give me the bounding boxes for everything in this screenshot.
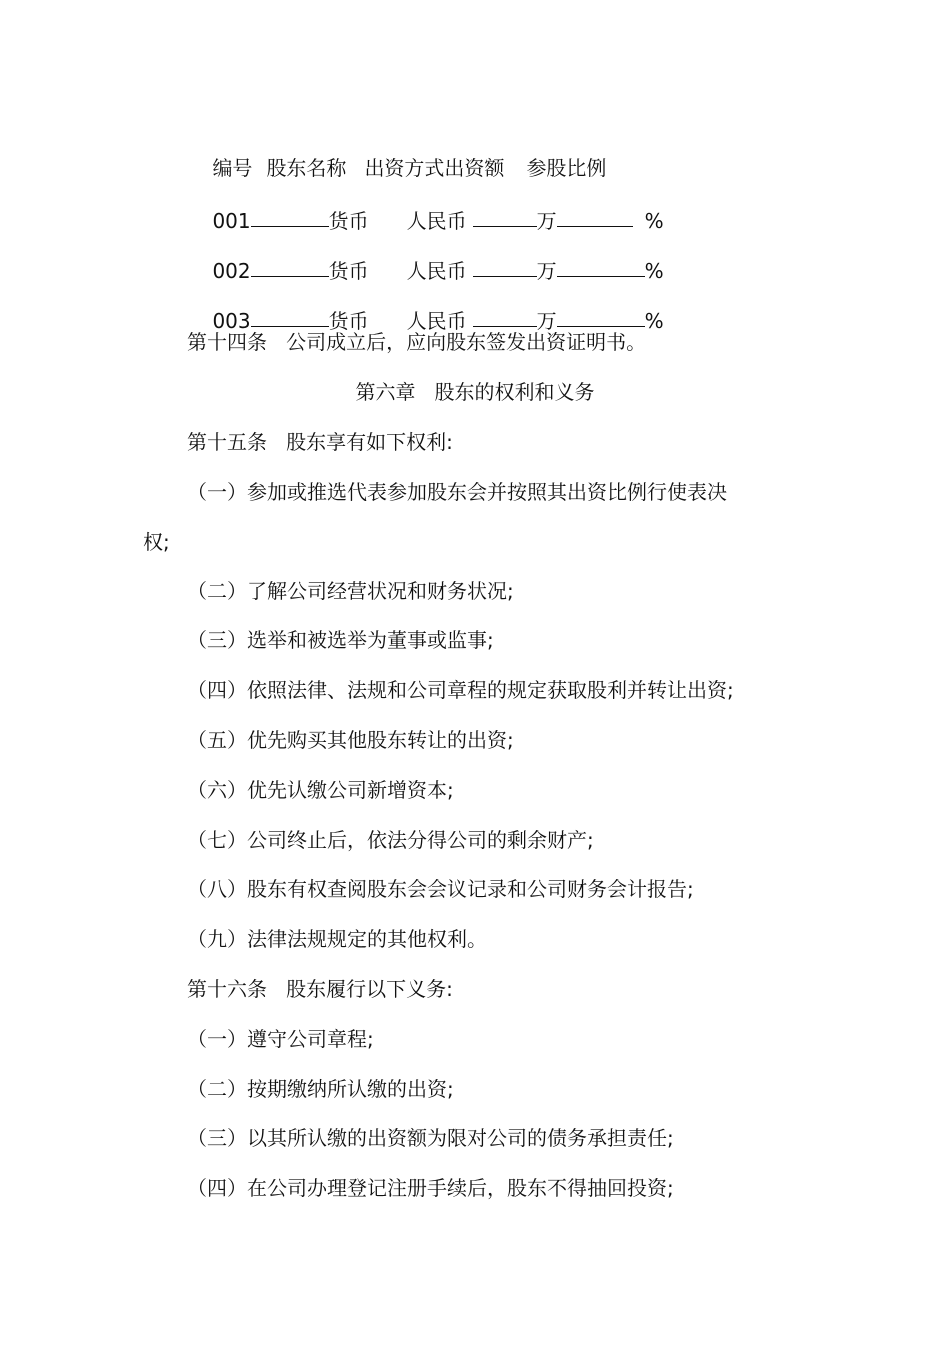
duty-item-1: （一）遵守公司章程;: [187, 1027, 374, 1051]
row-number: 001: [212, 209, 251, 233]
row-unit: 万: [536, 309, 557, 333]
header-shareholder-name: 股东名称: [266, 156, 347, 180]
duty-item-4: （四）在公司办理登记注册手续后，股东不得抽回投资;: [187, 1176, 674, 1200]
row-number: 002: [212, 259, 251, 283]
right-item-6: （六）优先认缴公司新增资本;: [187, 778, 454, 802]
right-item-9: （九）法律法规规定的其他权利。: [187, 927, 487, 951]
header-contribution: 出资方式出资额: [364, 156, 505, 180]
row-currency: 人民币: [406, 259, 467, 283]
row-method: 货币: [328, 259, 369, 283]
ratio-blank: [557, 206, 633, 227]
header-share-ratio: 参股比例: [526, 156, 607, 180]
article-15: 第十五条 股东享有如下权利:: [187, 430, 453, 454]
right-item-3: （三）选举和被选举为董事或监事;: [187, 628, 494, 652]
row-currency: 人民币: [406, 209, 467, 233]
name-blank: [251, 256, 329, 277]
duty-item-2: （二）按期缴纳所认缴的出资;: [187, 1077, 454, 1101]
ratio-blank: [557, 256, 645, 277]
article-14: 第十四条 公司成立后，应向股东签发出资证明书。: [187, 330, 647, 354]
article-16: 第十六条 股东履行以下义务:: [187, 977, 453, 1001]
row-percent: %: [644, 209, 664, 233]
right-item-7: （七）公司终止后，依法分得公司的剩余财产;: [187, 828, 594, 852]
duty-item-3: （三）以其所认缴的出资额为限对公司的债务承担责任;: [187, 1126, 674, 1150]
name-blank: [251, 306, 329, 327]
ratio-blank: [557, 306, 645, 327]
right-item-2: （二）了解公司经营状况和财务状况;: [187, 579, 514, 603]
chapter-6-title: 第六章 股东的权利和义务: [355, 380, 595, 404]
amount-blank: [473, 256, 537, 277]
right-item-1-continued: 权;: [143, 530, 170, 554]
amount-blank: [473, 206, 537, 227]
amount-blank: [473, 306, 537, 327]
row-method: 货币: [328, 309, 369, 333]
right-item-1: （一）参加或推选代表参加股东会并按照其出资比例行使表决: [187, 480, 727, 504]
header-number: 编号: [212, 156, 253, 180]
right-item-5: （五）优先购买其他股东转让的出资;: [187, 728, 514, 752]
right-item-8: （八）股东有权查阅股东会会议记录和公司财务会计报告;: [187, 877, 694, 901]
row-number: 003: [212, 309, 251, 333]
row-currency: 人民币: [406, 309, 467, 333]
right-item-4: （四）依照法律、法规和公司章程的规定获取股利并转让出资;: [187, 678, 734, 702]
row-unit: 万: [536, 259, 557, 283]
row-percent: %: [644, 259, 664, 283]
row-method: 货币: [328, 209, 369, 233]
row-unit: 万: [536, 209, 557, 233]
row-percent: %: [644, 309, 664, 333]
name-blank: [251, 206, 329, 227]
